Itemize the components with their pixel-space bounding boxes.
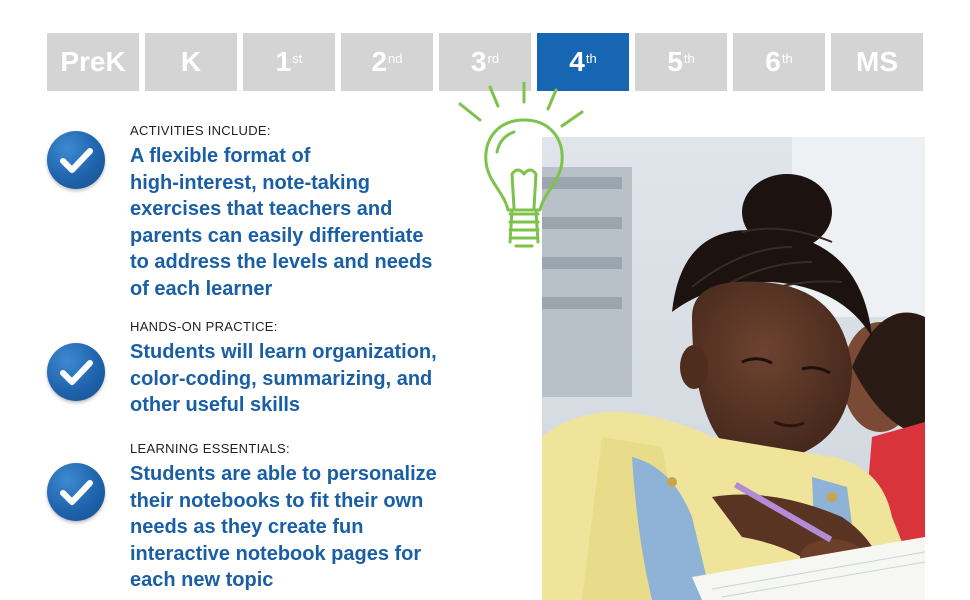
checkmark-circle-icon — [47, 343, 105, 401]
lightbulb-icon — [452, 82, 602, 262]
feature-learning-essentials — [47, 441, 487, 591]
tab-3rd[interactable]: 3 $^{rd}$ — [439, 33, 531, 91]
feature-text: Students are able to personalize their notebooks to fit their own needs as they create fun interactive notebook pages for each new topic — [130, 463, 437, 591]
checkmark-circle-icon — [47, 131, 105, 189]
tab-2nd[interactable]: 2 $^{nd}$ — [341, 33, 433, 91]
tab-1st[interactable]: 1 $^{st}$ — [243, 33, 335, 91]
feature-label: LEARNING ESSENTIALS: — [130, 441, 290, 456]
feature-text: A flexible format of high-interest, note-taking exercises that teachers and parents can easily differentiate to address the levels and needs of each learner — [130, 145, 433, 300]
tab-ms[interactable]: MS — [831, 33, 923, 91]
feature-label: HANDS-ON PRACTICE: — [130, 319, 278, 334]
tab-k[interactable]: K — [145, 33, 237, 91]
feature-label: ACTIVITIES INCLUDE: — [130, 123, 271, 138]
feature-activities — [47, 123, 487, 303]
tab-4th[interactable]: 4 $^{th}$ — [537, 33, 629, 91]
feature-text: Students will learn organization, color-coding, summarizing, and other useful skills — [130, 341, 437, 416]
tab-prek[interactable]: PreK — [47, 33, 139, 91]
feature-hands-on — [47, 319, 487, 419]
tab-5th[interactable]: 5 $^{th}$ — [635, 33, 727, 91]
checkmark-circle-icon — [47, 463, 105, 521]
tab-6th[interactable]: 6 $^{th}$ — [733, 33, 825, 91]
